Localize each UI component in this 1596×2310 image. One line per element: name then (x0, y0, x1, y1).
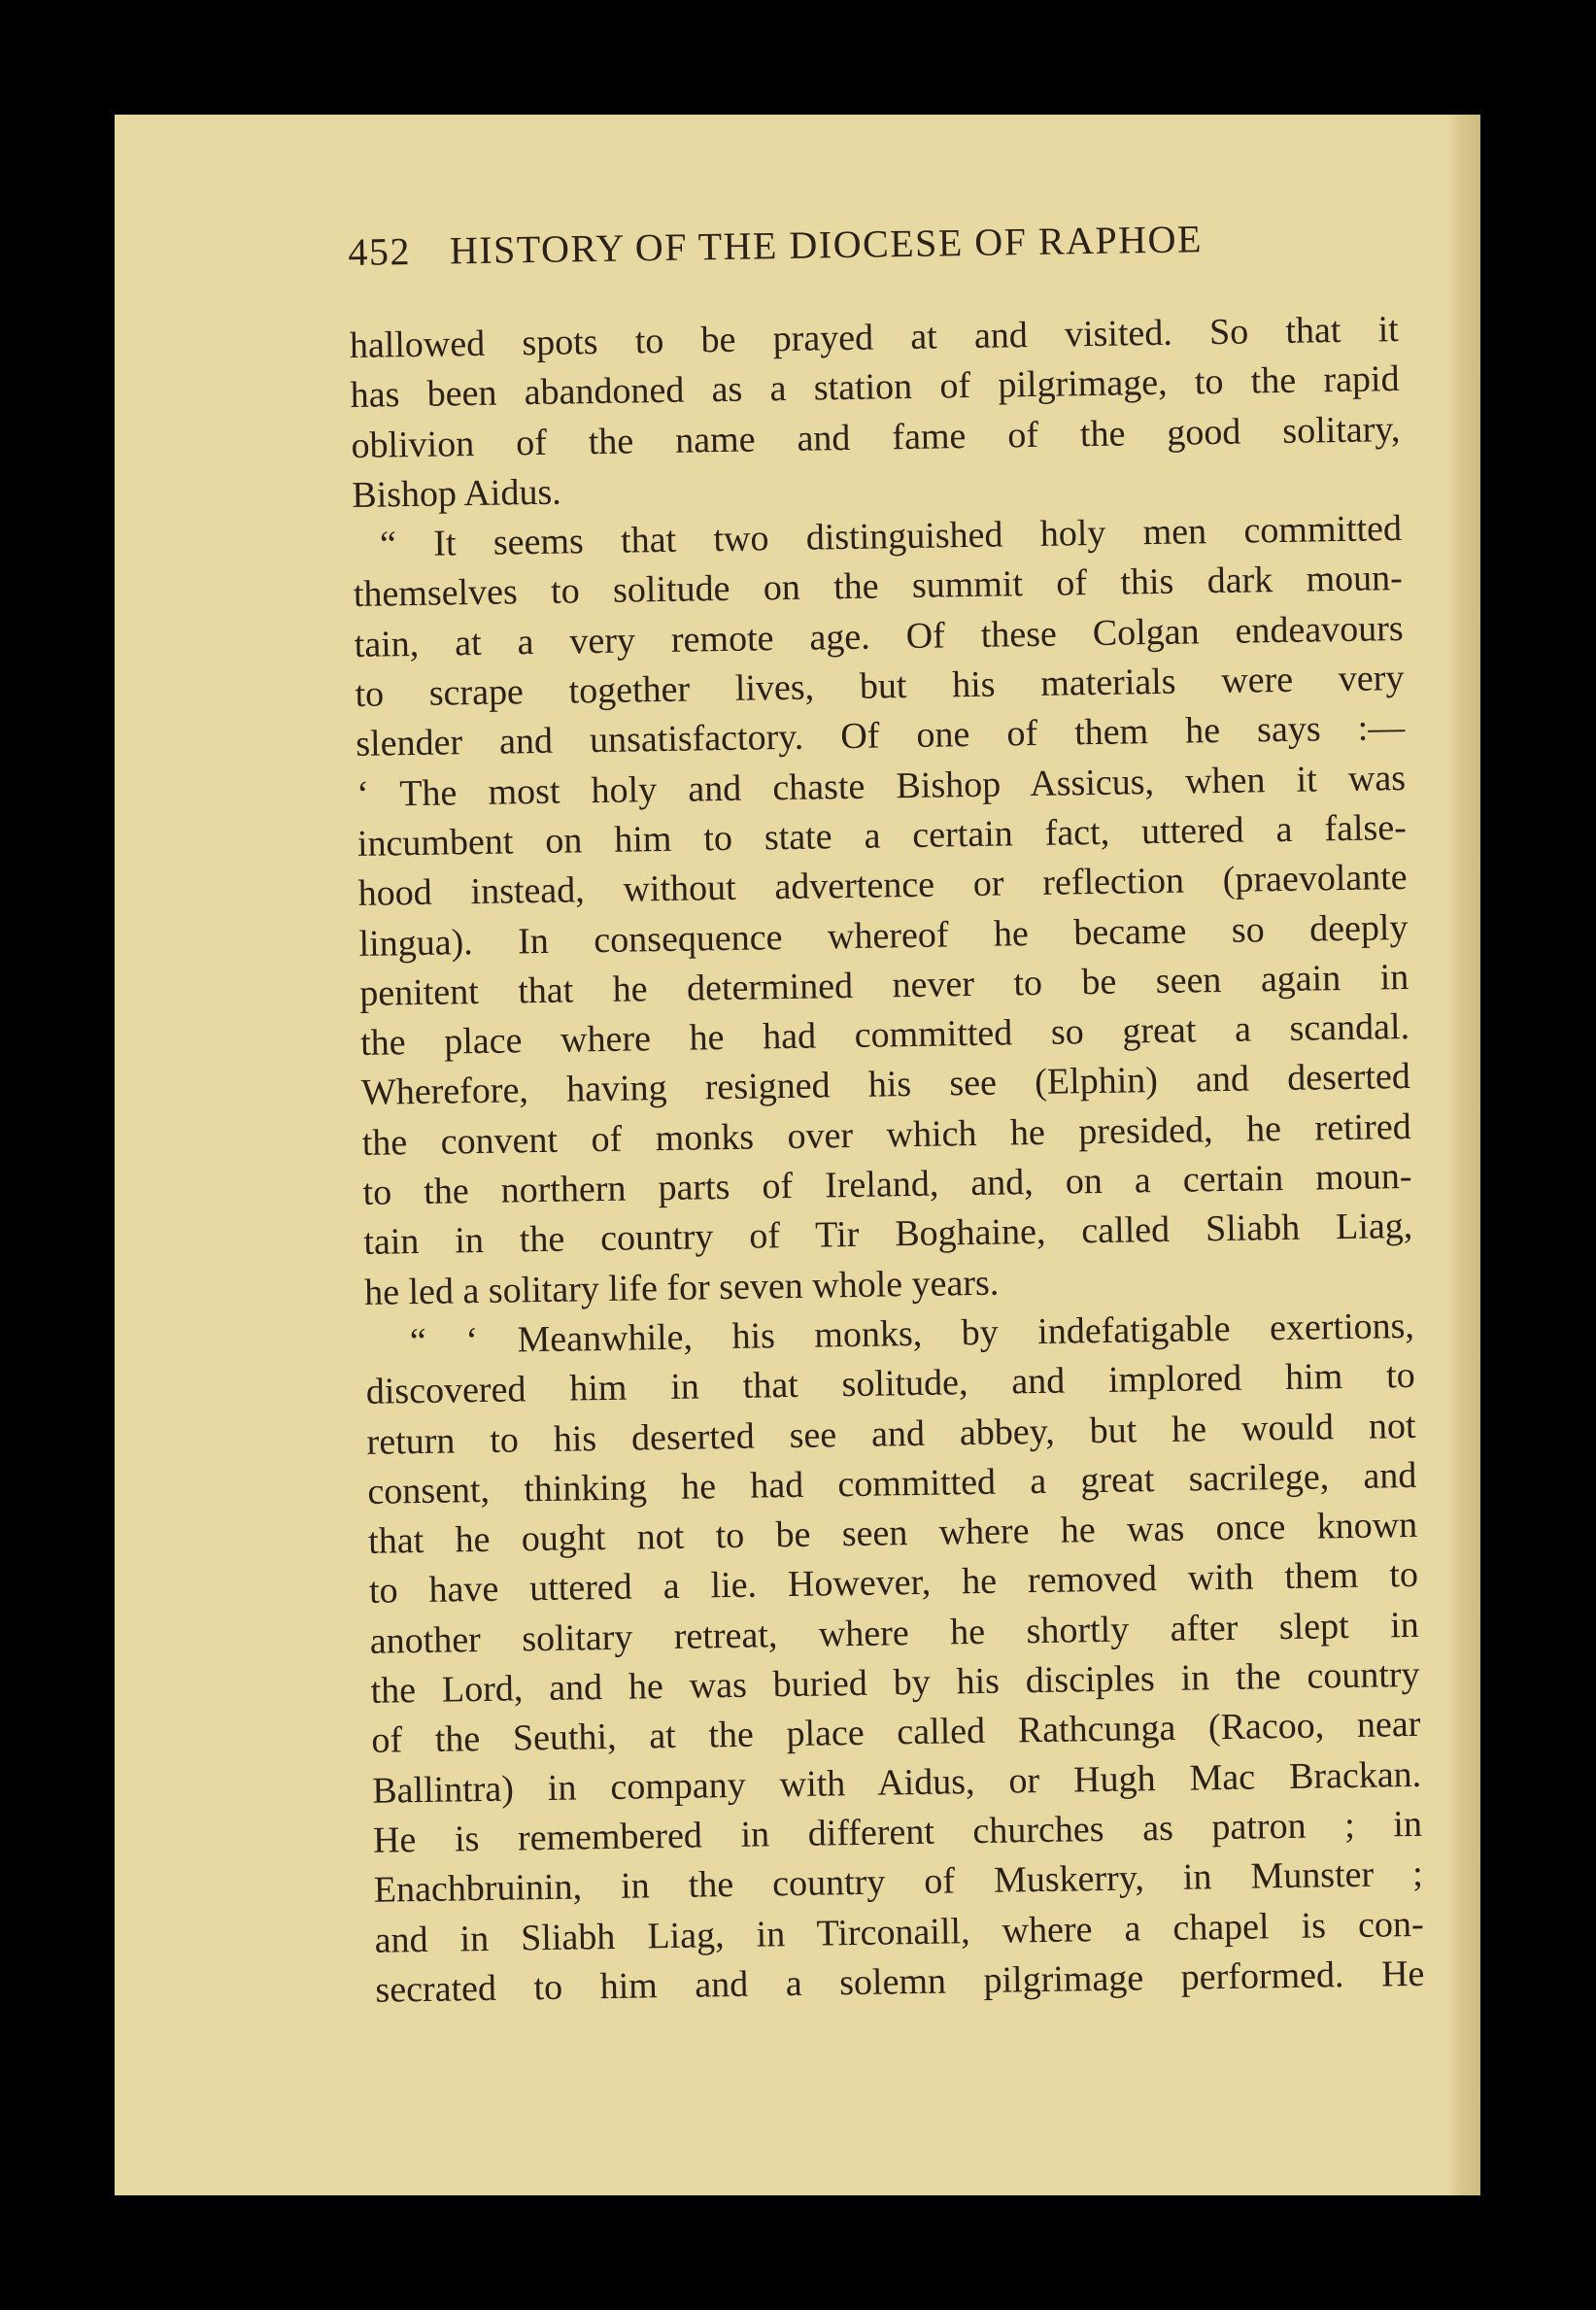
text-line: themselves to solitude on the summit of this dark moun- (353, 558, 1404, 616)
text-line: “ It seems that two distinguished holy men committed (379, 508, 1403, 565)
text-line: and in Sliabh Liag, in Tirconaill, where a chapel is con- (374, 1903, 1424, 1961)
text-line: of the Seuthi, at the place called Rathcunga (Racoo, near (371, 1704, 1421, 1762)
text-line: Wherefore, having resigned his see (Elphin) and deserted (360, 1056, 1411, 1114)
text-line: ‘ The most holy and chaste Bishop Assicus, when it was (356, 757, 1407, 815)
text-line: to scrape together lives, but his materials were very (355, 658, 1405, 716)
text-line: to the northern parts of Ireland, and, on a certain moun- (362, 1155, 1412, 1213)
text-line: Enachbruinin, in the country of Muskerry, in Munster ; (373, 1853, 1424, 1911)
text-line: consent, thinking he had committed a great sacrilege, and (367, 1454, 1417, 1512)
text-line: oblivion of the name and fame of the good solitary, (351, 408, 1401, 466)
text-line: the Lord, and he was buried by his disciples in the country (370, 1653, 1420, 1712)
text-line: hood instead, without advertence or reflection (praevolante (357, 857, 1408, 915)
text-line: another solitary retreat, where he shortly after slept in (369, 1604, 1420, 1662)
body-text (349, 305, 1424, 2016)
text-line: to have uttered a lie. However, he removed with them to (368, 1554, 1419, 1613)
text-line: “ ‘ Meanwhile, his monks, by indefatigable exertions, (409, 1305, 1415, 1363)
text-line: tain, at a very remote age. Of these Colgan endeavours (354, 607, 1404, 665)
text-line: hallowed spots to be prayed at and visited. So that it (349, 309, 1400, 366)
text-line: secrated to him and a solemn pilgrimage performed. He (375, 1953, 1425, 2011)
page-gutter (1447, 115, 1480, 2195)
text-line: Bishop Aidus. (351, 471, 561, 516)
text-line: discovered him in that solitude, and implored him to (365, 1355, 1416, 1413)
text-line: incumbent on him to state a certain fact, uttered a false- (357, 806, 1408, 865)
running-header (348, 213, 1398, 275)
text-line: the place where he had committed so great a scandal. (359, 1006, 1410, 1065)
text-line: has been abandoned as a station of pilgrimage, to the rapid (350, 358, 1400, 417)
text-line: Ballintra) in company with Aidus, or Hugh Mac Brackan. (371, 1753, 1422, 1812)
text-line: that he ought not to be seen where he was once known (367, 1504, 1418, 1562)
text-line: the convent of monks over which he presided, he retired (361, 1105, 1411, 1164)
text-line: he led a solitary life for seven whole years. (363, 1262, 1000, 1313)
text-line: slender and unsatisfactory. Of one of them he says :— (356, 707, 1406, 765)
book-page (115, 115, 1480, 2195)
text-line: return to his deserted see and abbey, but he would not (366, 1405, 1416, 1463)
text-line: lingua). In consequence whereof he became so deeply (358, 906, 1409, 965)
text-line: tain in the country of Tir Boghaine, called Sliabh Liag, (363, 1206, 1413, 1264)
page-number: 452 (348, 228, 412, 274)
text-line: penitent that he determined never to be seen again in (359, 956, 1409, 1014)
text-line: He is remembered in different churches as patron ; in (372, 1803, 1423, 1861)
text-block (348, 213, 1425, 2016)
running-title: HISTORY OF THE DIOCESE OF RAPHOE (449, 217, 1204, 273)
